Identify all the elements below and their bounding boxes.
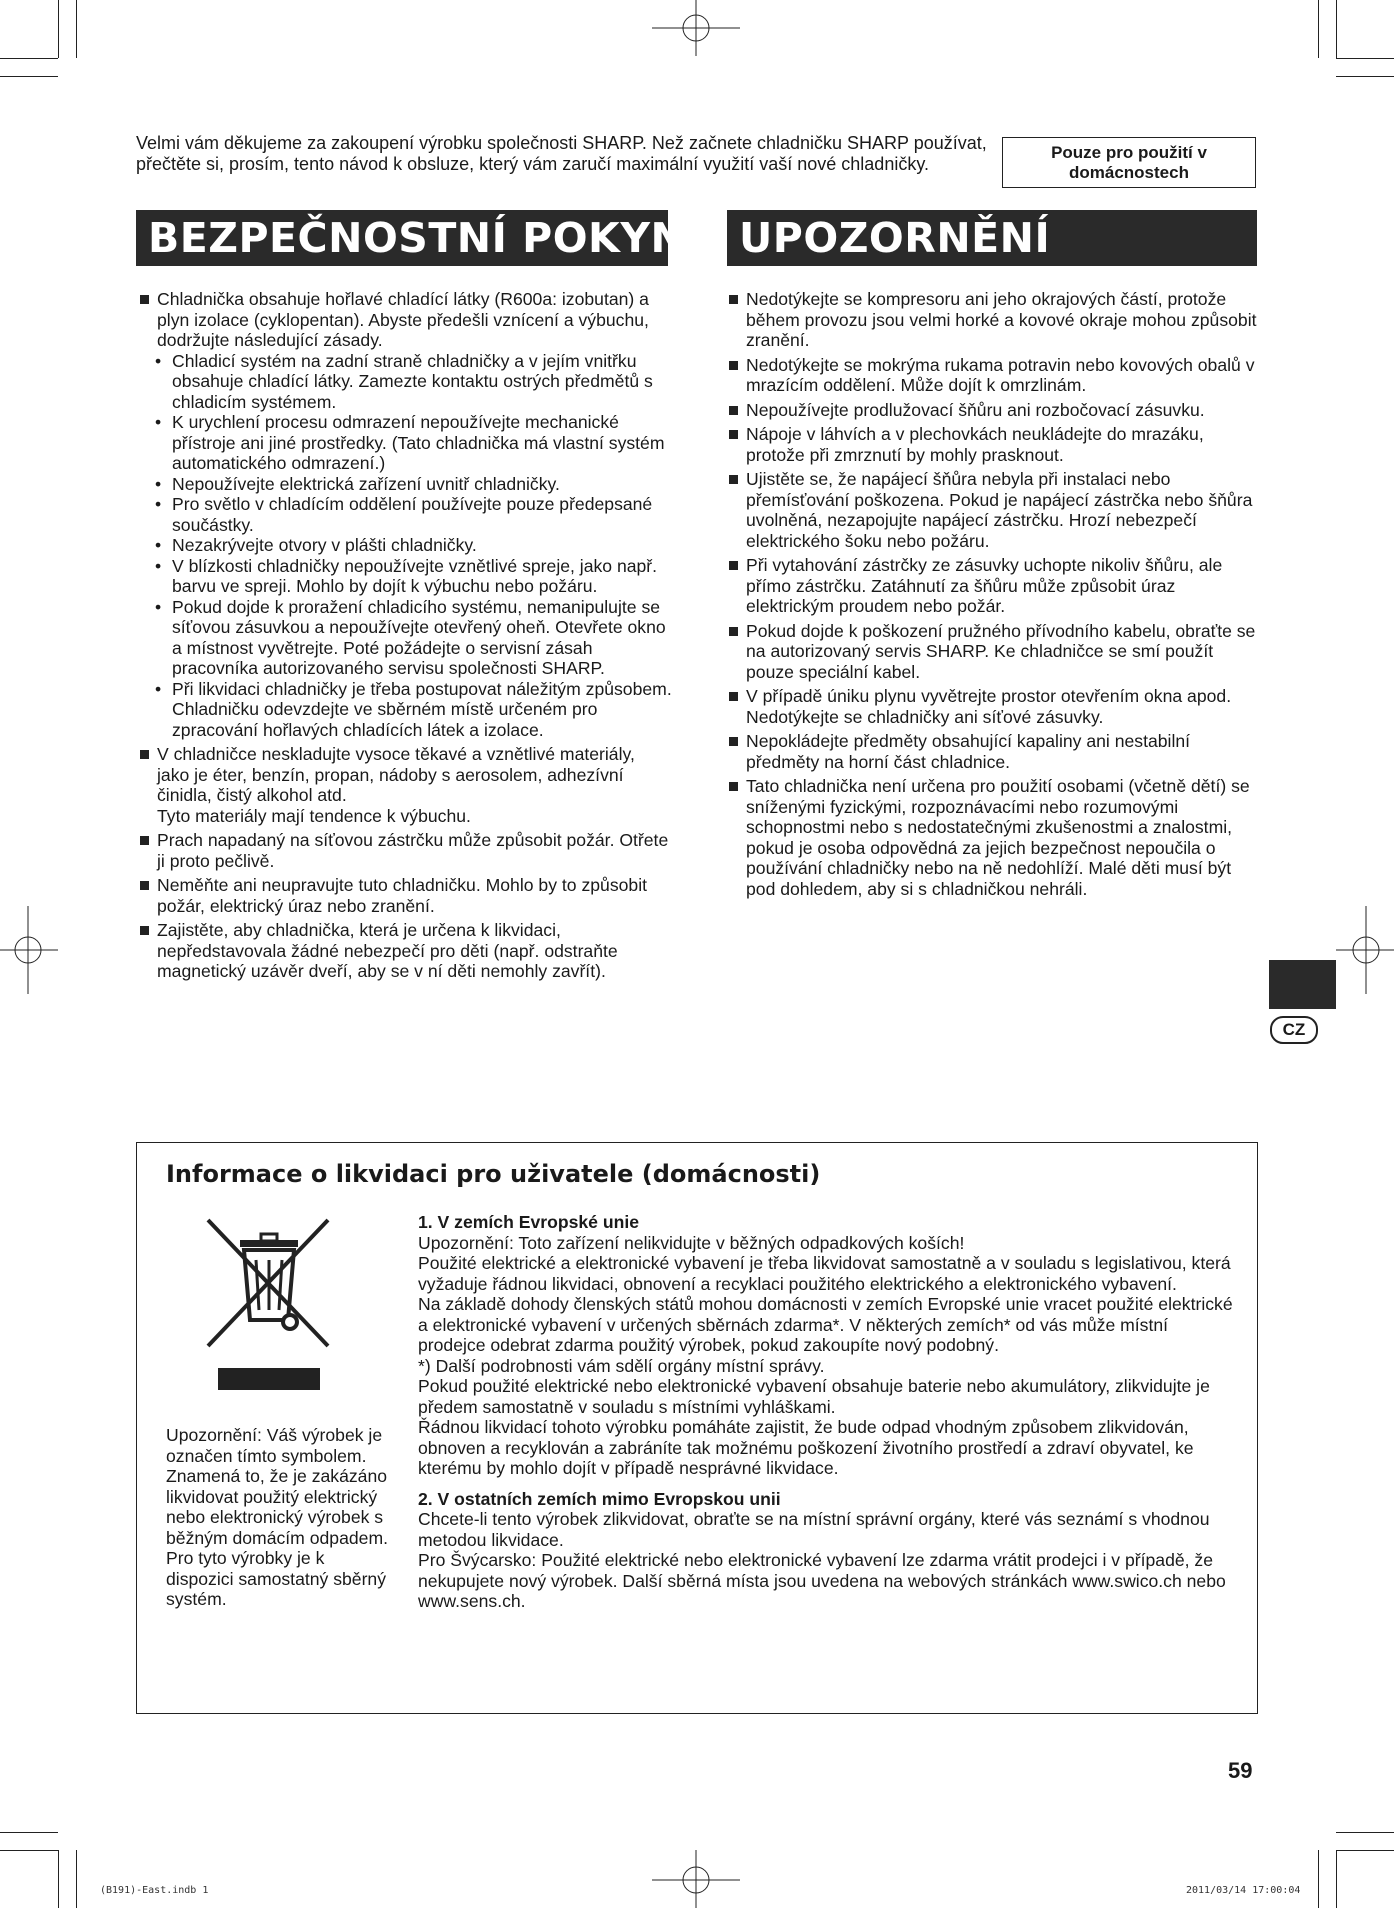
registration-mark-bottom (648, 1850, 744, 1908)
caution-column (727, 289, 1261, 903)
caution-item: Pokud dojde k poškození pružného přívodního kabelu, obraťte se na autorizovaný servis SHARP. Ke chladničce se smí použít pouze speciální kabel. (727, 621, 1261, 683)
crossed-bin-icon (204, 1218, 334, 1392)
non-eu-paragraph: Pro Švýcarsko: Použité elektrické nebo elektronické vybavení lze zdarma vrátit prodejci i v případě, že nekupujete nový výrobek. Další sběrná místa jsou uvedena na webových stránkách www.swico.ch nebo www.sens.ch. (418, 1550, 1226, 1611)
non-eu-section-title: 2. V ostatních zemích mimo Evropskou unii (418, 1488, 781, 1509)
eu-paragraph: Použité elektrické a elektronické vybavení je třeba likvidovat samostatně a v souladu s legislativou, která vyžaduje řádnou likvidaci, obnovení a recyklaci použitého elektrického a elektronického vybavení. (418, 1253, 1231, 1294)
caution-item: Nápoje v láhvích a v plechovkách neukládejte do mrazáku, protože při zmrznutí by mohly prasknout. (727, 424, 1261, 465)
safety-subitem: • Pro světlo v chladícím oddělení používejte pouze předepsané součástky. (138, 494, 672, 535)
registration-mark-right (1334, 902, 1394, 998)
registration-mark-left (0, 902, 60, 998)
registration-mark-top (648, 0, 744, 60)
disposal-title: Informace o likvidaci pro uživatele (domácnosti) (166, 1160, 821, 1188)
safety-item (138, 744, 672, 826)
eu-paragraph: Řádnou likvidací tohoto výrobku pomáháte zajistit, že bude odpad vhodným způsobem zlikvidován, obnoven a recyklován a zabráníte tak možnému poškození životního prostředí a zdraví obyvatel, ke kterému by mohlo dojít v případě nesprávné likvidace. (418, 1417, 1194, 1478)
footer-file-info: (B191)-East.indb 1 (100, 1885, 209, 1896)
safety-subitem: • V blízkosti chladničky nepoužívejte vznětlivé spreje, jako např. barvu ve spreji. Mohlo by dojít k výbuchu nebo požáru. (138, 556, 672, 597)
caution-item: Při vytahování zástrčky ze zásuvky uchopte nikoliv šňůru, ale přímo zástrčku. Zatáhnutí za šňůru může způsobit úraz elektrickým proudem nebo požár. (727, 555, 1261, 617)
safety-subitem: • Pokud dojde k proražení chladicího systému, nemanipulujte se síťovou zásuvkou a nepoužívejte otevřený oheň. Otevřete okno a místnost vyvětrejte. Poté požádejte o servisní zásah pracovníka autorizovaného servisu společnosti SHARP. (138, 597, 672, 679)
eu-paragraph: *) Další podrobnosti vám sdělí orgány místní správy. (418, 1355, 825, 1376)
caution-item: V případě úniku plynu vyvětrejte prostor otevřením okna apod. Nedotýkejte se chladničky ani síťové zásuvky. (727, 686, 1261, 727)
safety-item-text: Tyto materiály mají tendence k výbuchu. (157, 805, 471, 826)
caution-item: Nedotýkejte se kompresoru ani jeho okrajových částí, protože během provozu jsou velmi horké a kovové okraje mohou způsobit zranění. (727, 289, 1261, 351)
eu-paragraph: Upozornění: Toto zařízení nelikvidujte v běžných odpadkových koších! (418, 1232, 965, 1253)
safety-item-text: Chladnička obsahuje hořlavé chladící látky (R600a: izobutan) a plyn izolace (cyklopentan). Abyste předešli vznícení a výbuchu, dodržujte následující zásady. (157, 289, 649, 350)
eu-section-title: 1. V zemích Evropské unie (418, 1212, 639, 1232)
caution-item: Nepokládejte předměty obsahující kapaliny ani nestabilní předměty na horní část chladnice. (727, 731, 1261, 772)
safety-item: Zajistěte, aby chladnička, která je určena k likvidaci, nepředstavovala žádné nebezpečí pro děti (např. odstraňte magnetický uzávěr dveří, aby se v ní děti nemohly zavřít). (138, 920, 672, 982)
safety-column (138, 289, 672, 986)
safety-item: Prach napadaný na síťovou zástrčku může způsobit požár. Otřete ji proto pečlivě. (138, 830, 672, 871)
caution-item: Nedotýkejte se mokrýma rukama potravin nebo kovových obalů v mrazícím oddělení. Může dojít k omrzlinám. (727, 355, 1261, 396)
safety-subitem: • Nezakrývejte otvory v plášti chladničky. (138, 535, 672, 556)
footer-timestamp: 2011/03/14 17:00:04 (1186, 1885, 1301, 1896)
caution-item: Nepoužívejte prodlužovací šňůru ani rozbočovací zásuvku. (727, 400, 1261, 421)
safety-item (138, 289, 672, 740)
language-tab-block (1269, 960, 1336, 1009)
safety-subitem: • Nepoužívejte elektrická zařízení uvnitř chladničky. (138, 474, 672, 495)
eu-paragraph: Na základě dohody členských států mohou domácnosti v zemích Evropské unie vracet použité elektrické a elektronické vybavení v určených sběrnách zdarma*. V některých zemích* od vás může místní prodejce odebrat zdarma použitý výrobek, pokud zakoupíte nový podobný. (418, 1294, 1233, 1355)
safety-item: Neměňte ani neupravujte tuto chladničku. Mohlo by to způsobit požár, elektrický úraz nebo zranění. (138, 875, 672, 916)
safety-subitem: • K urychlení procesu odmrazení nepoužívejte mechanické přístroje ani jiné prostředky. (Tato chladnička má vlastní systém automatického odmrazení.) (138, 412, 672, 474)
safety-banner: BEZPEČNOSTNÍ POKYNY (136, 210, 668, 266)
caution-item: Ujistěte se, že napájecí šňůra nebyla při instalaci nebo přemísťování poškozena. Pokud je napájecí zástrčka nebo šňůra uvolněná, nezapojujte napájecí zástrčku. Hrozí nebezpečí elektrického šoku nebo požáru. (727, 469, 1261, 551)
non-eu-paragraph: Chcete-li tento výrobek zlikvidovat, obraťte se na místní správní orgány, které vás seznámí s vhodnou metodou likvidace. (418, 1509, 1210, 1550)
safety-subitem: • Při likvidaci chladničky je třeba postupovat náležitým způsobem. Chladničku odevzdejte ve sběrném místě určeném pro zpracování hořlavých chladících látek a izolace. (138, 679, 672, 741)
page-number: 59 (1228, 1758, 1253, 1783)
safety-subitem: • Chladicí systém na zadní straně chladničky a v jejím vnitřku obsahuje chladící látky. Zamezte kontaktu ostrých předmětů s chladicím systémem. (138, 351, 672, 413)
language-badge: CZ (1270, 1016, 1318, 1044)
symbol-note: Upozornění: Váš výrobek je označen tímto symbolem. Znamená to, že je zakázáno likvidovat použitý elektrický nebo elektronický výrobek s běžným domácím odpadem. Pro tyto výrobky je k dispozici samostatný sběrný systém. (166, 1425, 388, 1609)
disposal-text (418, 1212, 1238, 1612)
household-badge: Pouze pro použití v domácnostech (1002, 137, 1256, 188)
safety-item-text: V chladničce neskladujte vysoce těkavé a vznětlivé materiály, jako je éter, benzín, propan, nádoby s aerosolem, adhezívní činidla, čistý alkohol atd. (157, 744, 635, 805)
caution-item: Tato chladnička není určena pro použití osobami (včetně dětí) se sníženými fyzickými, rozpoznávacími nebo rozumovými schopnostmi nebo s nedostatečnými zkušenostmi a znalostmi, pokud je osoba odpovědná za jejich bezpečnost nepoučila o používání chladničky nebo na ně nedohlíží. Malé děti musí být pod dohledem, aby si s chladničkou nehráli. (727, 776, 1261, 899)
eu-paragraph: Pokud použité elektrické nebo elektronické vybavení obsahuje baterie nebo akumulátory, zlikvidujte je předem samostatně v souladu s místními vyhláškami. (418, 1376, 1210, 1417)
intro-text: Velmi vám děkujeme za zakoupení výrobku společnosti SHARP. Než začnete chladničku SHARP používat, přečtěte si, prosím, tento návod k obsluze, který vám zaručí maximální využití vaší nové chladničky. (136, 133, 987, 174)
caution-banner: UPOZORNĚNÍ (727, 210, 1257, 266)
